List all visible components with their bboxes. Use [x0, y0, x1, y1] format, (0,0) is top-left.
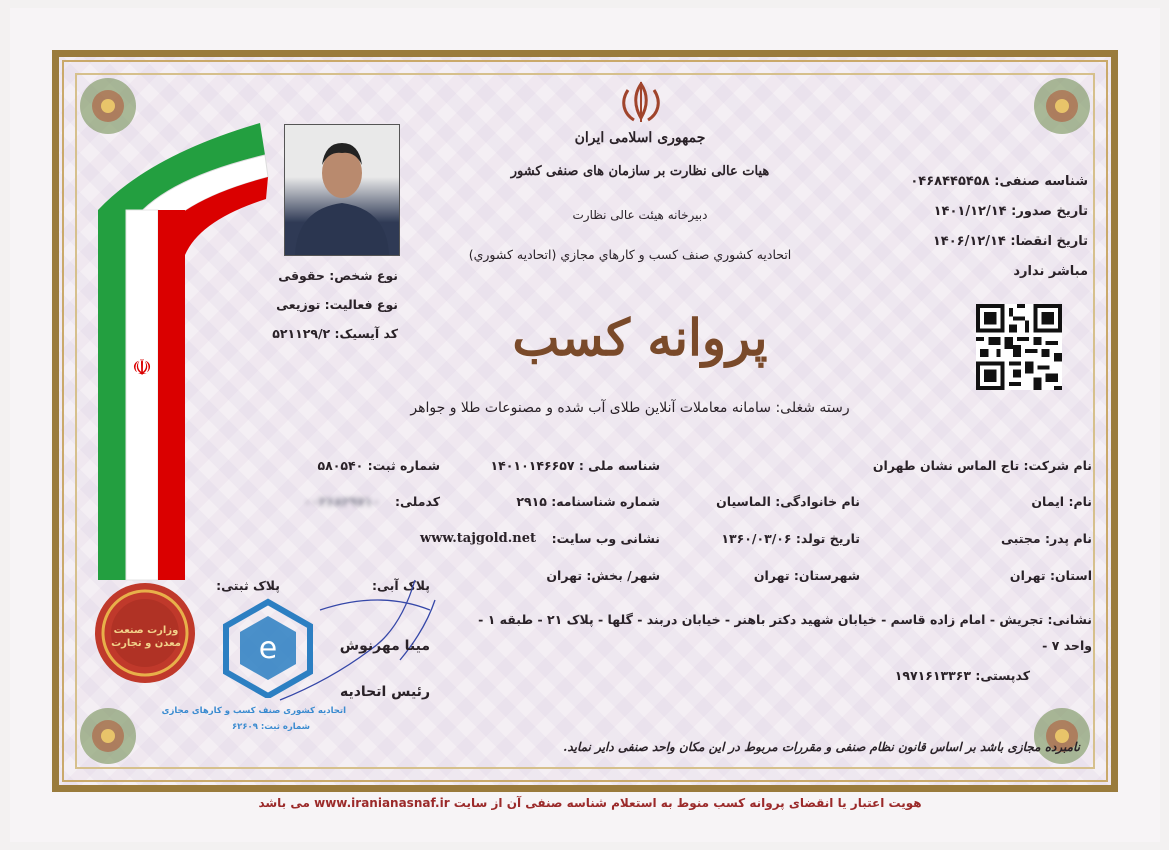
company-name: نام شرکت: تاج الماس نشان طهران [872, 458, 1092, 473]
postal-code: کدپستی: ۱۹۷۱۶۱۳۳۶۳ [894, 668, 1030, 683]
blue-plate: پلاک آبی: [372, 578, 430, 593]
reg-plate: پلاک ثبتی: [216, 578, 280, 593]
website-link[interactable]: www.tajgold.net [420, 531, 536, 546]
corner-ornament-top-right [1027, 71, 1097, 141]
first-name: نام: ایمان [1031, 494, 1092, 509]
province: استان: تهران [1009, 568, 1092, 583]
ministry-seal-text: وزارت صنعت معدن و تجارت [111, 625, 181, 649]
national-code-value: ۰۰۲۶۸۲۹۷۱۰ [303, 494, 380, 509]
flag-ribbon [90, 115, 270, 595]
national-emblem-icon [616, 80, 666, 126]
last-name: نام خانوادگی: الماسیان [716, 494, 860, 509]
country-name: جمهوری اسلامی ایران [574, 130, 706, 146]
manager: مباشر ندارد [1013, 264, 1088, 279]
footer-note: نامبرده مجازی باشد بر اساس قانون نظام صنفی و مقررات مربوط در این مکان واحد صنفی دایر نماید. [563, 740, 1080, 754]
bottom-verification-line: هویت اعتبار یا انقضای پروانه کسب منوط به استعلام شناسه صنفی آن از سایت www.iranianasnaf.ir می باشد [258, 796, 922, 810]
avatar [285, 125, 399, 255]
national-id: شناسه ملی : ۱۴۰۱۰۱۴۶۶۵۷ [490, 458, 660, 473]
board-name: هیات عالی نظارت بر سازمان های صنفی کشور [510, 164, 770, 179]
county: شهرستان: تهران [753, 568, 860, 583]
birth-date: تاریخ تولد: ۱۳۶۰/۰۳/۰۶ [721, 531, 860, 546]
holder-photo [284, 124, 400, 256]
address-line-1: نشانی: تجریش - امام زاده قاسم - خیابان شهید دکتر باهنر - خیابان دربند - گلها - پلاک ۲۱ - طبقه ۱ - [478, 612, 1092, 627]
guild-id: شناسه صنفی: ۰۴۶۸۴۴۵۴۵۸ [910, 174, 1088, 189]
person-type: نوع شخص: حقوقی [278, 268, 398, 283]
isic-code: کد آیسیک: ۵۲۱۱۲۹/۲ [272, 326, 398, 341]
page-title: پروانه کسب [512, 308, 768, 367]
website-label: نشانی وب سایت: [551, 531, 660, 546]
issue-date: تاریخ صدور: ۱۴۰۱/۱۲/۱۴ [933, 204, 1088, 219]
corner-ornament-bottom-right [1027, 701, 1097, 771]
national-code-label: کدملی: [395, 494, 440, 509]
secretariat-name: دبیرخانه هیئت عالی نظارت [572, 208, 708, 222]
father-name: نام پدر: مجتبی [1001, 531, 1092, 546]
stamp-line-2: شماره ثبت: ۶۲۶۰۹ [231, 722, 311, 732]
svg-text:e: e [258, 631, 278, 666]
stamp-line-1: اتحادیه کشوری صنف کسب و کارهای مجازی [161, 706, 346, 716]
corner-ornament-bottom-left [73, 701, 143, 771]
activity-type: نوع فعالیت: توزیعی [276, 297, 398, 312]
qr-code[interactable] [976, 304, 1062, 390]
signer-role: رئیس اتحادیه [339, 684, 430, 700]
category: رسته شغلی: سامانه معاملات آنلاین طلای آب شده و مصنوعات طلا و جواهر [410, 400, 850, 416]
flag-emblem-icon: ☫ [132, 356, 152, 381]
id-number: شماره شناسنامه: ۲۹۱۵ [516, 494, 660, 509]
union-name: اتحاديه كشوري صنف كسب و كارهاي مجازي (اتحاديه كشوري) [468, 247, 792, 262]
signer-name: مینا مهرنوش [339, 638, 430, 654]
expiry-date: تاریخ انقضا: ۱۴۰۶/۱۲/۱۴ [932, 234, 1088, 249]
address-line-2: واحد ۷ - [1042, 638, 1092, 653]
registration-no: شماره ثبت: ۵۸۰۵۴۰ [317, 458, 440, 473]
city: شهر/ بخش: تهران [546, 568, 660, 583]
